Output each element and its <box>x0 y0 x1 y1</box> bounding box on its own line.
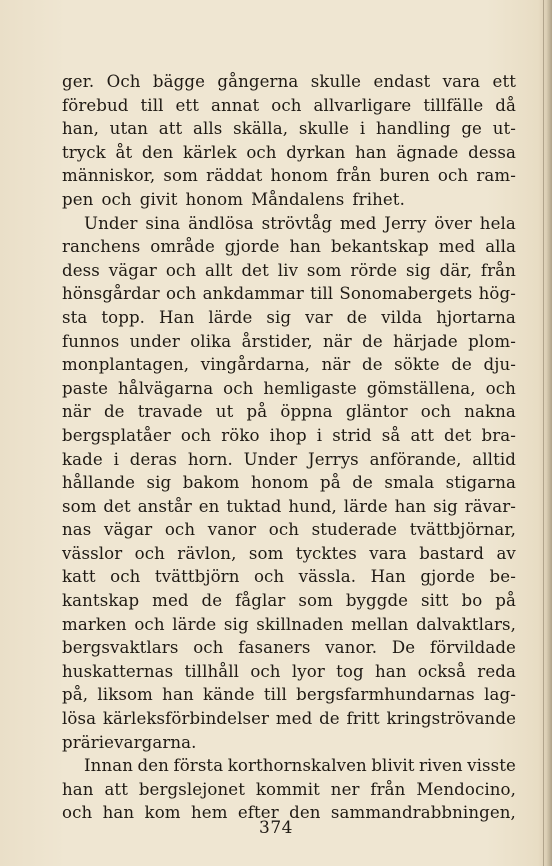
text-line: monplantagen, vingårdarna, när de sökte de dju- <box>62 355 516 375</box>
text-line: Innan den första korthornskalven blivit riven visste <box>84 756 516 776</box>
text-line: människor, som räddat honom från buren och ram- <box>62 166 516 186</box>
page-edge-shadow <box>538 0 552 866</box>
text-line: katt och tvättbjörn och vässla. Han gjorde be- <box>62 567 516 587</box>
text-line: huskatternas tillhåll och lyor tog han också reda <box>62 661 516 681</box>
text-line: vässlor och rävlon, som tycktes vara bastard av <box>62 543 516 563</box>
text-line: prärievargarna. <box>62 732 197 752</box>
text-line: paste hålvägarna och hemligaste gömställena, och <box>62 378 516 398</box>
text-line: lösa kärleksförbindelser med de fritt kringströvande <box>62 709 516 729</box>
text-line: dess vägar och allt det liv som rörde sig där, från <box>62 260 516 280</box>
text-line: pen och givit honom Måndalens frihet. <box>62 189 405 209</box>
text-line: förebud till ett annat och allvarligare tillfälle då <box>62 95 516 115</box>
text-line: kantskap med de fåglar som byggde sitt bo på <box>62 591 516 611</box>
text-line: på, liksom han kände till bergsfarmhundarnas lag- <box>62 685 516 705</box>
text-line: funnos under olika årstider, när de härjade plom- <box>62 331 516 351</box>
text-line: bergsvaktlars och fasaners vanor. De förvildade <box>62 638 516 658</box>
text-line: han, utan att alls skälla, skulle i handling ge ut- <box>62 119 516 139</box>
text-line: han att bergslejonet kommit ner från Mendocino, <box>62 779 516 799</box>
text-line: tryck åt den kärlek och dyrkan han ägnade dessa <box>62 142 516 162</box>
text-line: marken och lärde sig skillnaden mellan dalvaktlars, <box>62 614 516 634</box>
text-line: Under sina ändlösa strövtåg med Jerry över hela <box>84 213 516 233</box>
text-line: hållande sig bakom honom på de smala stigarna <box>62 473 516 493</box>
text-line: ger. Och bägge gångerna skulle endast vara ett <box>62 72 516 91</box>
page-number: 374 <box>259 818 293 838</box>
body-text <box>62 70 516 825</box>
text-line: hönsgårdar och ankdammar till Sonomabergets hög- <box>62 284 516 304</box>
text-line: som det anstår en tuktad hund, lärde han sig rävar- <box>62 496 516 516</box>
text-line: ranchens område gjorde han bekantskap med alla <box>62 237 516 257</box>
text-line: och han kom hem efter den sammandrabbningen, <box>62 803 516 823</box>
text-line: nas vägar och vanor och studerade tvättbjörnar, <box>62 520 516 540</box>
text-line: kade i deras horn. Under Jerrys anförande, alltid <box>62 449 516 469</box>
text-line: sta topp. Han lärde sig var de vilda hjortarna <box>62 307 516 327</box>
page-edge-line <box>543 0 544 866</box>
text-line: bergsplatåer och röko ihop i strid så att det bra- <box>62 425 516 445</box>
text-line: när de travade ut på öppna gläntor och nakna <box>62 402 516 422</box>
